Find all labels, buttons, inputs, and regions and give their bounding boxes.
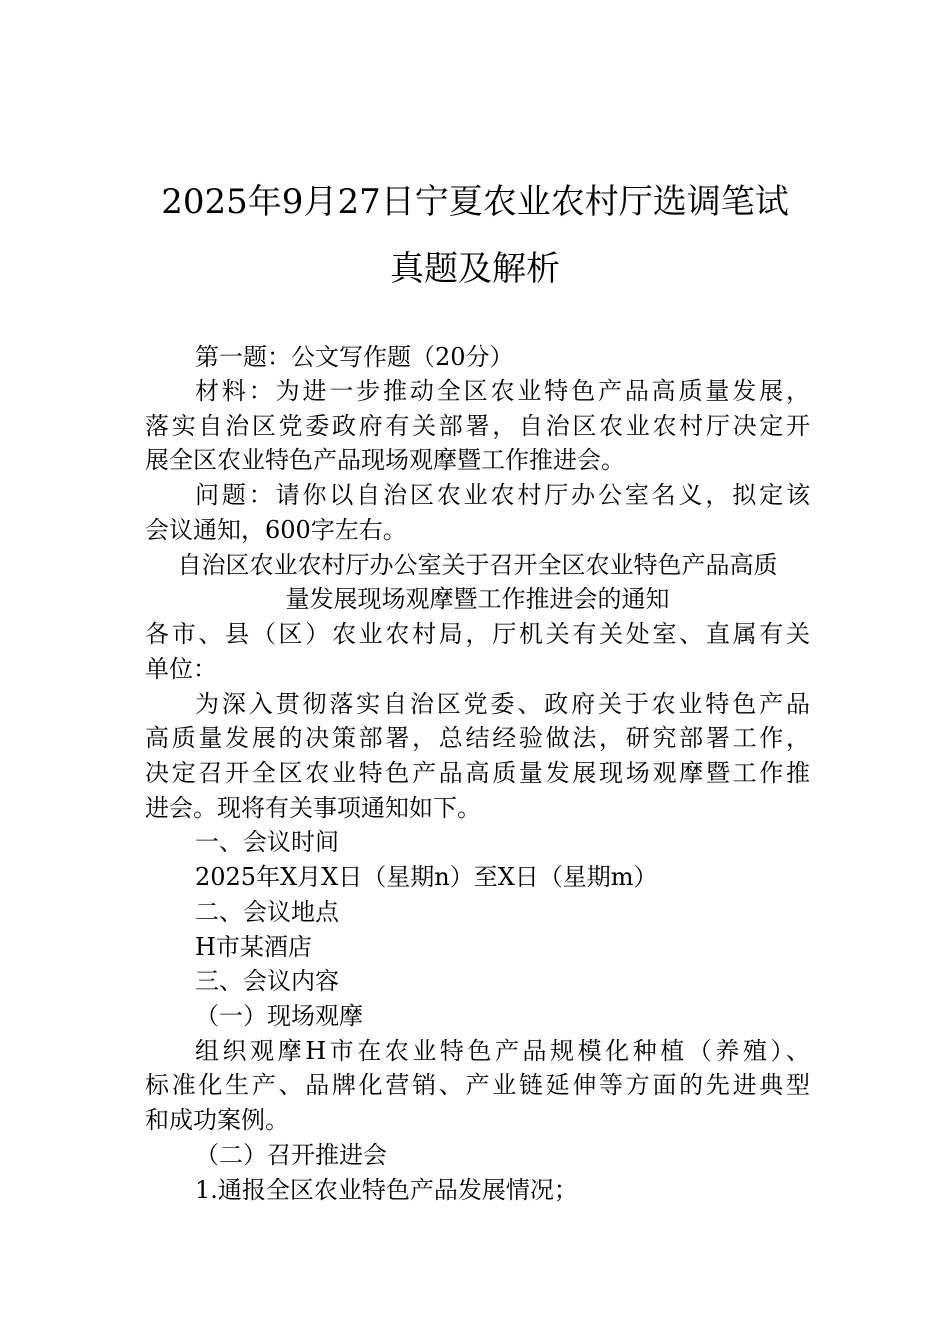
- subsection-1-line-1: 组织观摩H市在农业特色产品规模化种植（养殖）、: [195, 1037, 810, 1065]
- notice-title-line-1: 自治区农业农村厅办公室关于召开全区农业特色产品高质: [177, 551, 778, 579]
- intro-line-1: 为深入贯彻落实自治区党委、政府关于农业特色产品: [195, 690, 810, 718]
- intro-line-3: 决定召开全区农业特色产品高质量发展现场观摩暨工作推: [145, 759, 810, 787]
- recipients-line-1: 各市、县（区）农业农村局，厅机关有关处室、直属有关: [145, 620, 810, 648]
- question-line-1: 问题：请你以自治区农业农村厅办公室名义，拟定该: [195, 481, 810, 509]
- section-1-heading: 一、会议时间: [195, 828, 339, 856]
- notice-title-line-2: 量发展现场观摩暨工作推进会的通知: [285, 585, 670, 613]
- document-title-line-1: 2025年9月27日宁夏农业农村厅选调笔试: [161, 182, 789, 222]
- material-line-2: 落实自治区党委政府有关部署，自治区农业农村厅决定开: [145, 412, 810, 440]
- section-1-body: 2025年X月X日（星期n）至X日（星期m）: [195, 863, 658, 891]
- material-line-3: 展全区农业特色产品现场观摩暨工作推进会。: [145, 446, 625, 474]
- section-3-heading: 三、会议内容: [195, 967, 339, 995]
- material-line-1: 材料：为进一步推动全区农业特色产品高质量发展，: [195, 377, 810, 405]
- question-line-2: 会议通知，600字左右。: [145, 516, 407, 544]
- subsection-2-heading: （二）召开推进会: [195, 1141, 387, 1169]
- list-item-1: 1.通报全区农业特色产品发展情况；: [195, 1176, 578, 1204]
- document-title-line-2: 真题及解析: [390, 249, 560, 289]
- subsection-1-heading: （一）现场观摩: [195, 1002, 363, 1030]
- intro-line-2: 高质量发展的决策部署，总结经验做法，研究部署工作，: [145, 724, 810, 752]
- intro-line-4: 进会。现将有关事项通知如下。: [145, 794, 481, 822]
- recipients-line-2: 单位：: [145, 655, 217, 683]
- section-2-body: H市某酒店: [195, 933, 312, 961]
- section-2-heading: 二、会议地点: [195, 898, 339, 926]
- question-heading: 第一题：公文写作题（20分）: [195, 343, 514, 371]
- subsection-1-line-2: 标准化生产、品牌化营销、产业链延伸等方面的先进典型: [145, 1071, 810, 1099]
- subsection-1-line-3: 和成功案例。: [145, 1106, 289, 1134]
